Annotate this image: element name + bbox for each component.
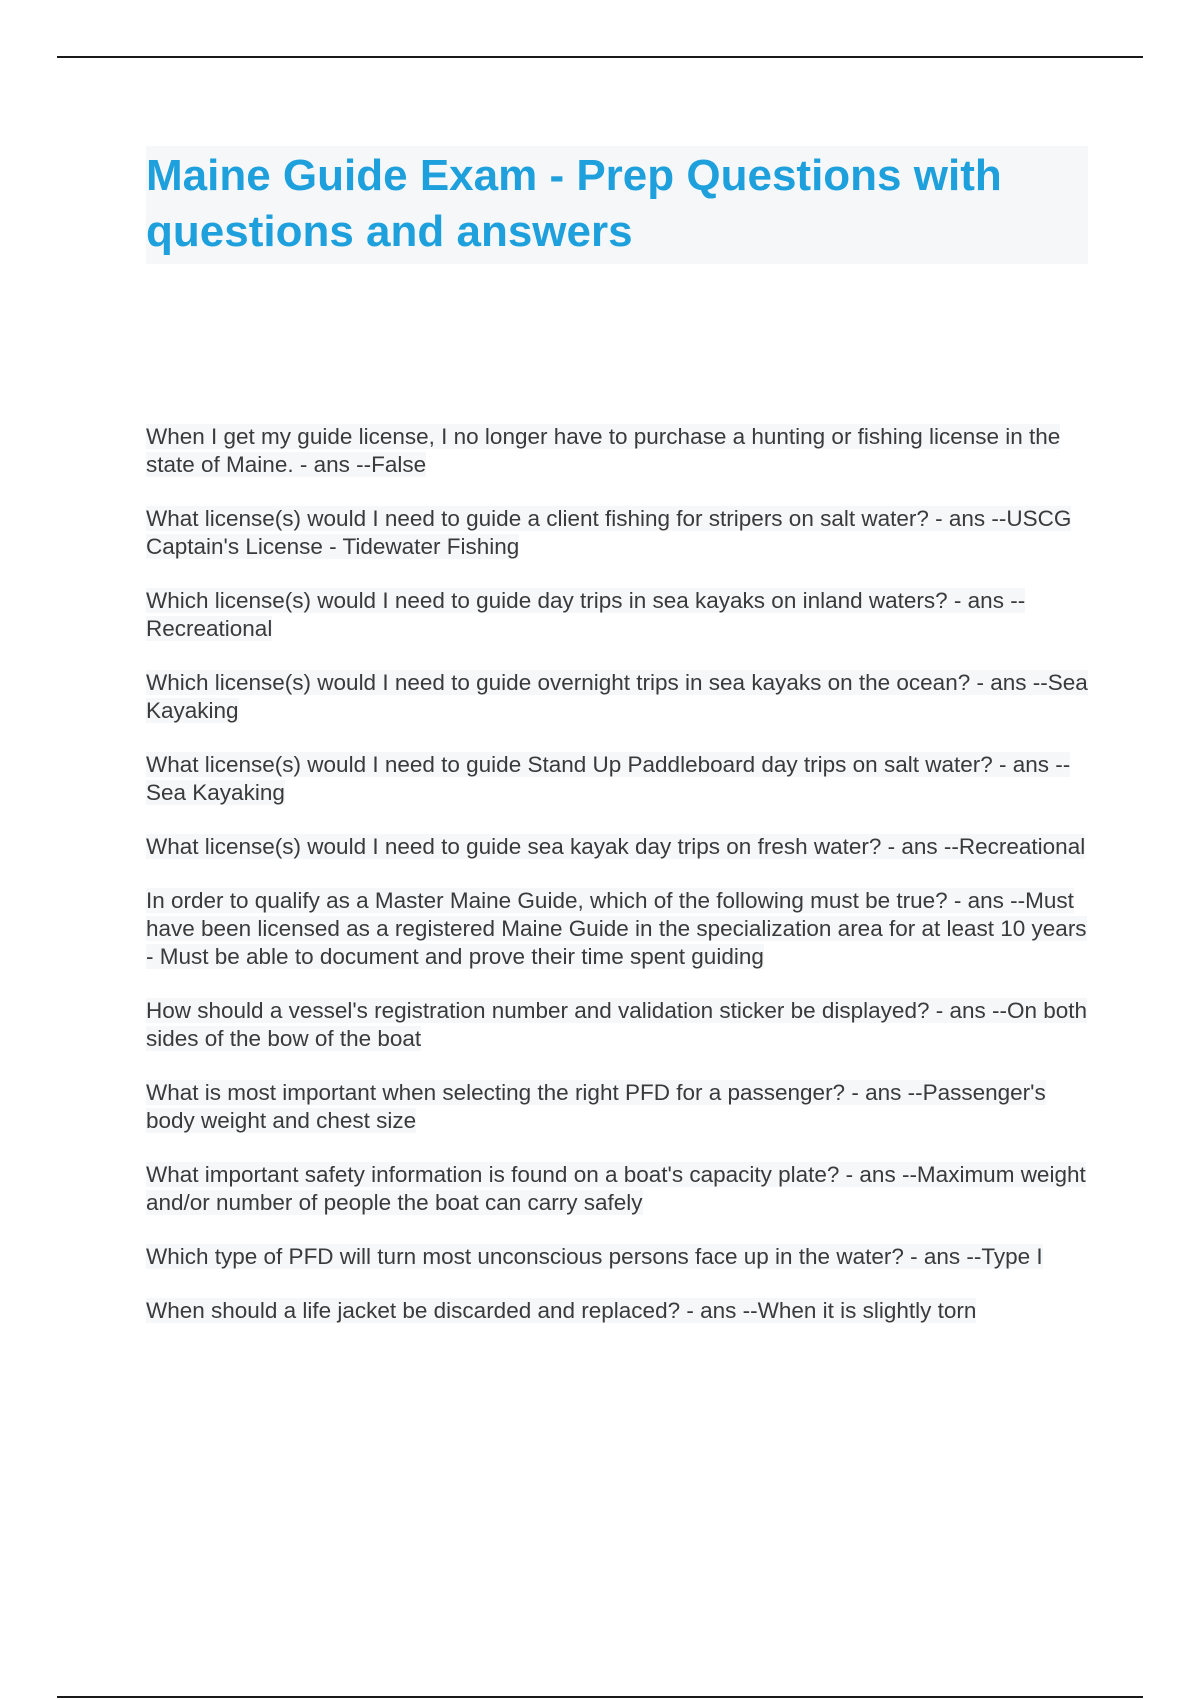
qa-item [146,997,1092,1053]
qa-text: In order to qualify as a Master Maine Guide, which of the following must be true? - ans --Must have been licensed as a registered Maine Guide in the specialization area for at least 10 years - Must be able to document and prove their time spent guiding [146,888,1087,969]
qa-text: Which license(s) would I need to guide day trips in sea kayaks on inland waters? - ans --Recreational [146,588,1026,641]
qa-item [146,423,1092,479]
bottom-rule [57,1696,1143,1698]
qa-text: What license(s) would I need to guide Stand Up Paddleboard day trips on salt water? - ans --Sea Kayaking [146,752,1071,805]
qa-item [146,505,1092,561]
qa-text: When should a life jacket be discarded and replaced? - ans --When it is slightly torn [146,1298,977,1323]
qa-item [146,1161,1092,1217]
qa-text: Which license(s) would I need to guide overnight trips in sea kayaks on the ocean? - ans --Sea Kayaking [146,670,1088,723]
qa-item [146,1297,1092,1325]
qa-text: Which type of PFD will turn most unconscious persons face up in the water? - ans --Type I [146,1244,1043,1269]
qa-text: How should a vessel's registration number and validation sticker be displayed? - ans --On both sides of the bow of the boat [146,998,1088,1051]
qa-text: What license(s) would I need to guide sea kayak day trips on fresh water? - ans --Recreational [146,834,1086,859]
qa-text: What license(s) would I need to guide a client fishing for stripers on salt water? - ans --USCG Captain's License - Tidewater Fishing [146,506,1072,559]
qa-text: What important safety information is found on a boat's capacity plate? - ans --Maximum weight and/or number of people the boat can carry safely [146,1162,1086,1215]
qa-text: What is most important when selecting the right PFD for a passenger? - ans --Passenger's body weight and chest size [146,1080,1046,1133]
top-rule [57,56,1143,58]
document-title: Maine Guide Exam - Prep Questions with questions and answers [146,151,1002,256]
qa-item [146,887,1092,971]
qa-item [146,1243,1092,1271]
qa-list [146,423,1092,1351]
qa-item [146,587,1092,643]
qa-item [146,833,1092,861]
qa-item [146,1079,1092,1135]
qa-item [146,751,1092,807]
title-block [146,146,1088,264]
qa-item [146,669,1092,725]
qa-text: When I get my guide license, I no longer have to purchase a hunting or fishing license in the state of Maine. - ans --False [146,424,1061,477]
